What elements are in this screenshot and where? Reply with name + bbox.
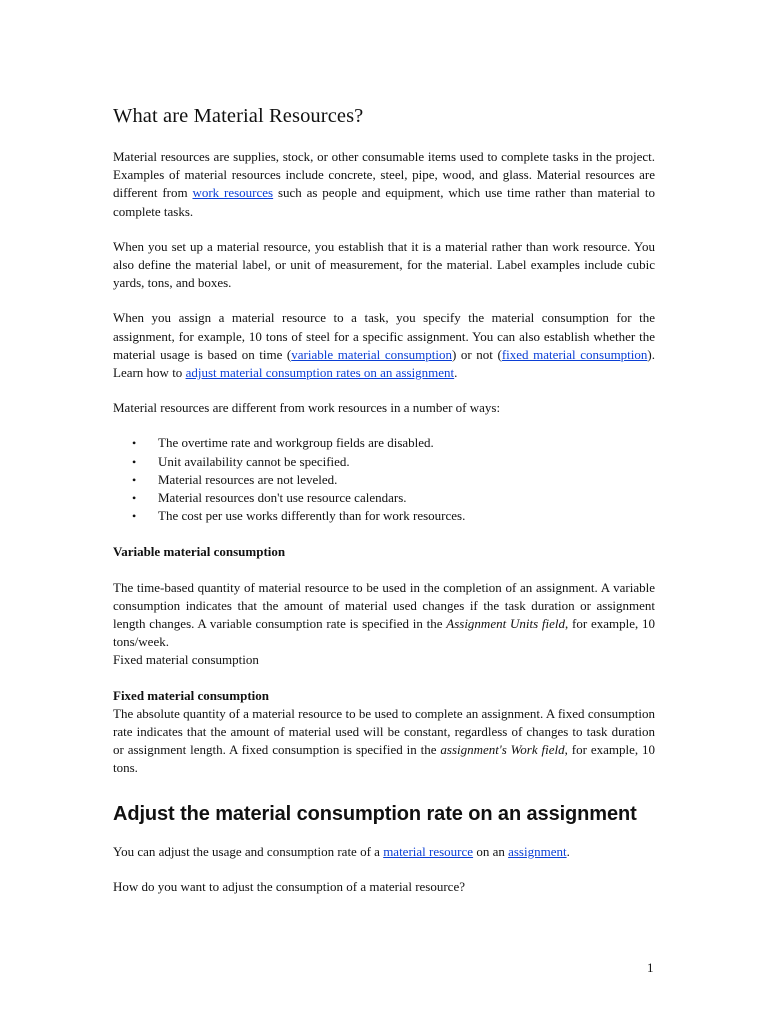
- intro-text-end: such as people and equipment, which use time rather than material to complete tasks.: [113, 185, 655, 219]
- variable-text-end: , for example, 10 tons/week.: [113, 616, 655, 650]
- intro-text: Material resources are supplies, stock, or other consumable items used to complete tasks in the project. Examples of material resources include concrete, steel, pipe, wood, and glass. Material resources are different from: [113, 149, 655, 201]
- list-item: [113, 434, 655, 452]
- variable-consumption-heading: Variable material consumption: [113, 544, 286, 560]
- list-item-text: Material resources are not leveled.: [158, 471, 338, 487]
- fixed-consumption-heading: Fixed material consumption: [113, 687, 269, 703]
- work-field-term: assignment's Work field: [440, 742, 565, 758]
- document-body: [113, 102, 655, 913]
- list-item: [113, 507, 655, 525]
- fixed-consumption-body: [113, 705, 655, 778]
- adjust-text-end: .: [566, 843, 570, 859]
- fixed-consumption-link[interactable]: fixed material consumption: [501, 346, 648, 362]
- intro-paragraph: [113, 148, 655, 221]
- adjust-text: You can adjust the usage and consumption rate of a: [113, 843, 384, 859]
- list-item-text: The overtime rate and workgroup fields are disabled.: [158, 435, 434, 451]
- differences-list: [113, 434, 655, 525]
- assignment-units-field-term: Assignment Units field: [446, 616, 566, 632]
- bullet-glyph: •: [132, 454, 137, 469]
- list-item: [113, 471, 655, 489]
- bullet-glyph: •: [132, 491, 137, 506]
- assignment-link[interactable]: assignment: [508, 843, 567, 859]
- work-resources-link[interactable]: work resources: [192, 185, 274, 201]
- variable-consumption-link[interactable]: variable material consumption: [291, 346, 453, 362]
- list-item: [113, 489, 655, 507]
- fixed-text-end: , for example, 10 tons.: [113, 742, 655, 776]
- setup-paragraph: When you set up a material resource, you establish that it is a material rather than work resource. You also define the material label, or unit of measurement, for the material. Label examples include cubic yards, tons, and boxes.: [113, 238, 655, 291]
- list-item: [113, 453, 655, 471]
- bullet-glyph: •: [132, 509, 137, 524]
- variable-trailing-line: Fixed material consumption: [113, 652, 259, 668]
- list-item-text: Material resources don't use resource calendars.: [158, 490, 407, 506]
- assign-text-1: When you assign a material resource to a task, you specify the material consumption for the assignment, for example, 10 tons of steel for a specific assignment. You can also establish whether the material usage is based on time (: [113, 310, 655, 362]
- page-number: 1: [647, 960, 654, 975]
- variable-consumption-body: [113, 579, 655, 652]
- fixed-text: The absolute quantity of a material resource to be used to complete an assignment. A fixed consumption rate indicates that the amount of material used will be constant, regardless of changes to task duration or assignment length. A fixed consumption is specified in the: [113, 705, 655, 758]
- assign-paragraph: [113, 309, 655, 382]
- differences-intro: Material resources are different from work resources in a number of ways:: [113, 400, 501, 416]
- material-resource-link[interactable]: material resource: [383, 843, 474, 859]
- list-item-text: Unit availability cannot be specified.: [158, 453, 350, 469]
- adjust-text-mid: on an: [473, 843, 509, 859]
- assign-text-2: ) or not (: [452, 346, 502, 362]
- bullet-glyph: •: [132, 472, 137, 487]
- list-item-text: The cost per use works differently than for work resources.: [158, 508, 466, 524]
- assign-text-4: .: [454, 365, 458, 381]
- adjust-paragraph: [113, 843, 655, 861]
- page-title: What are Material Resources?: [113, 105, 364, 127]
- bullet-glyph: •: [132, 436, 137, 451]
- adjust-rates-link[interactable]: adjust material consumption rates on an assignment: [185, 365, 455, 381]
- adjust-section-heading: Adjust the material consumption rate on an assignment: [113, 802, 637, 825]
- adjust-question: How do you want to adjust the consumption of a material resource?: [113, 878, 465, 894]
- variable-text: The time-based quantity of material resource to be used in the completion of an assignment. A variable consumption indicates that the amount of material used changes if the task duration or assignment length changes. A variable consumption rate is specified in the: [113, 579, 655, 632]
- assign-text-3: ). Learn how to: [113, 346, 655, 381]
